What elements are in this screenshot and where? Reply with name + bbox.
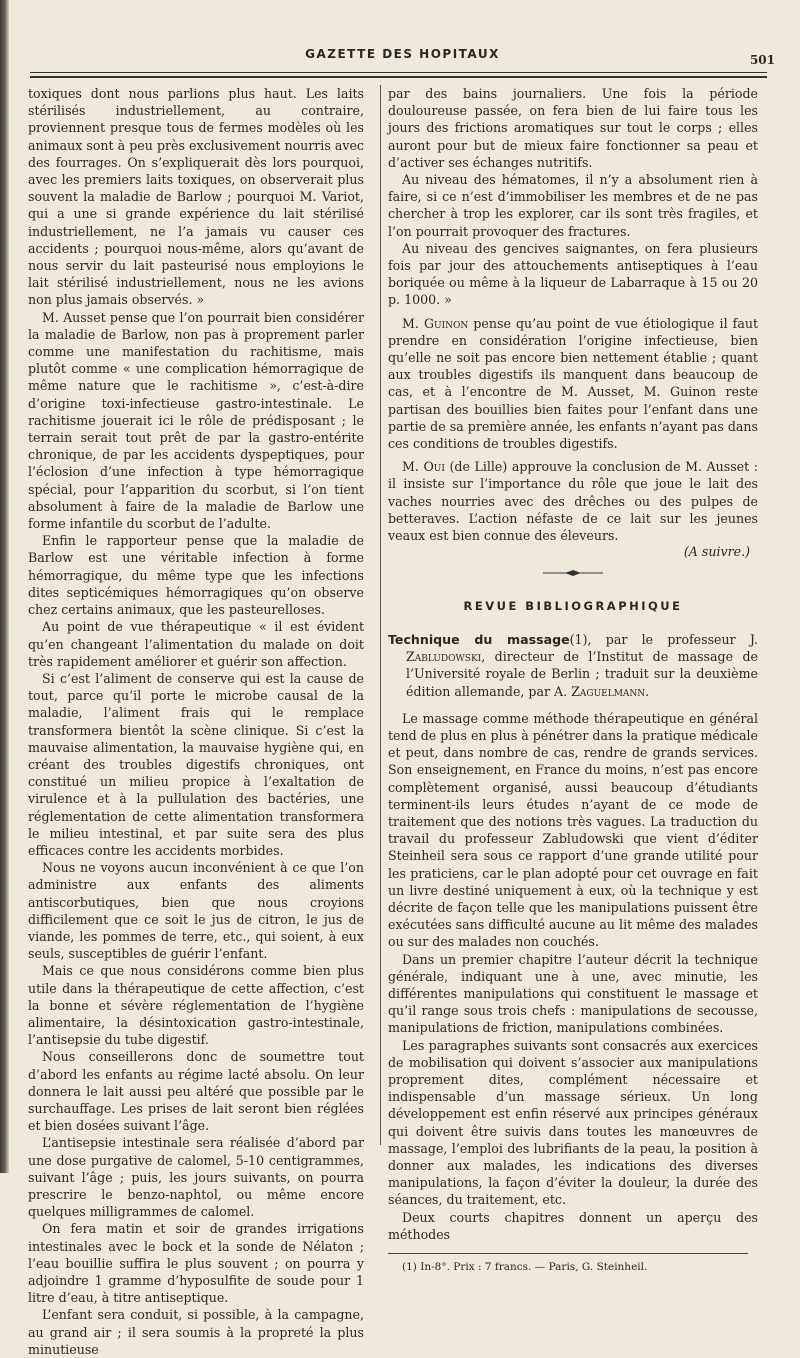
paragraph: Au niveau des gencives saignantes, on fera plusieurs fois par jour des attouchements antiseptiques à l’eau boriquée ou même à la liqueur de Labarraque à 15 ou 20 p. 1000. »	[388, 240, 758, 308]
paragraph: Les paragraphes suivants sont consacrés aux exercices de mobilisation qui doivent s’associer aux manipulations proprement dites, complément nécessaire et indispensable d’un massage sérieux. Un long développement est enfin réservé aux principes généraux qui doivent être suivis dans toutes les manœuvres de massage, l’emploi des lubrifiants de la peau, la position à donner aux malades, les indications des diverses manipulations, la façon d’éviter la douleur, la durée des séances, du traitement, etc.	[388, 1037, 758, 1208]
paragraph: L’antisepsie intestinale sera réalisée d’abord par une dose purgative de calomel, 5-10 centigrammes, suivant l’âge ; puis, les jours suivants, on pourra prescrire le benzo-naphtol, ou même encore quelques milligrammes de calomel.	[28, 1135, 364, 1220]
journal-title: GAZETTE DES HOPITAUX	[305, 47, 500, 61]
speaker-name: Oui	[423, 459, 445, 475]
a-suivre-note: (A suivre.)	[683, 544, 750, 560]
paragraph: Enfin le rapporteur pense que la maladie de Barlow est une véritable infection à forme hémorragique, du même type que les infections dites septicémiques hémorragiques qu’on observe chez certains animaux, que les pasteurelloses.	[28, 533, 364, 618]
right-column	[388, 85, 758, 1274]
paragraph-guinon: M. Guinon pense qu’au point de vue étiologique il faut prendre en considération l’origine infectieuse, bien qu’elle ne soit pas encore bien nettement établie ; quant aux troubles digestifs ils manquent dans beaucoup de cas, et à l’encontre de M. Ausset, M. Guinon reste partisan des bouillies bien faites pour l’enfant dans une partie de sa première année, les enfants n’ayant pas dans ces conditions de troubles digestifs.	[388, 315, 759, 452]
paragraph: Si c’est l’aliment de conserve qui est la cause de tout, parce qu’il porte le microbe causal de la maladie, l’aliment frais qui le remplace transformera bientôt la scène clinique. Si c’est la mauvaise alimentation, la mauvaise hygiène qui, en créant des troubles digestifs chroniques, ont constitué un milieu propice à l’exaltation de virulence et à la pullulation des bactéries, une réglementation de cette alimentation transformera le milieu intestinal, et par suite sera des plus efficaces contre les accidents morbides.	[28, 670, 364, 858]
ornament-icon	[543, 569, 603, 577]
paragraph-text: pense qu’au point de vue étiologique il faut prendre en considération l’origine infectieuse, bien qu’elle ne soit pas encore bien nettement établie ; quant aux troubles digestifs ils manquent dans beaucoup de cas, et à l’encontre de M. Ausset, M. Guinon reste partisan des bouillies bien faites pour l’enfant dans une partie de sa première année, les enfants n’ayant pas dans ces conditions de troubles digestifs.	[388, 315, 759, 452]
book-entry-text: , par le professeur J.	[587, 631, 758, 647]
book-entry-text: , directeur de l’Institut de massage de l’Université royale de Berlin ; traduit sur la deuxième édition allemande, par A.	[406, 649, 758, 699]
paragraph: Le massage comme méthode thérapeutique en général tend de plus en plus à pénétrer dans la pratique médicale et peut, dans nombre de cas, rendre de grands services. Son enseignement, en France du moins, n’est pas encore complètement organisé, aussi beaucoup d’étudiants terminent-ils leurs études n’ayant de ce mode de traitement que des notions très vagues. La traduction du travail du professeur Zabludowski que vient d’éditer Steinheil sera sous ce rapport d’une grande utilité pour les praticiens, car le plan adopté pour cet ouvrage en fait un livre destiné uniquement à eux, où la technique y est décrite de façon telle que les manipulations puissent être exécutées sans difficulté aucune au lit même des malades ou sur des malades non couchés.	[388, 710, 758, 950]
paragraph: L’enfant sera conduit, si possible, à la campagne, au grand air ; il sera soumis à la propreté la plus minutieuse	[28, 1307, 364, 1357]
paragraph: Deux courts chapitres donnent un aperçu des méthodes	[388, 1209, 758, 1242]
speaker-name: Guinon	[423, 315, 469, 331]
paragraph-text: (de Lille) approuve la conclusion de M. Ausset : il insiste sur l’importance du rôle que joue le lait des vaches nourries avec des drêches ou des pulpes de betteraves. L’action néfaste de ce lait sur les jeunes veaux est bien connue des éleveurs.	[388, 459, 758, 544]
header-rule-thick	[30, 76, 767, 78]
book-title: Technique du massage	[388, 631, 570, 647]
column-divider	[380, 85, 381, 1145]
paragraph: On fera matin et soir de grandes irrigations intestinales avec le bock et la sonde de Nélaton ; l’eau bouillie suffira le plus souvent ; on pourra y adjoindre 1 gramme d’hyposulfite de soude pour 1 litre d’eau, à titre antiseptique.	[28, 1221, 364, 1306]
paragraph: M. Ausset pense que l’on pourrait bien considérer la maladie de Barlow, non pas à proprement parler comme une manifestation du rachitisme, mais plutôt comme « une complication hémorragique de même nature que le rachitisme », c’est-à-dire d’origine toxi-infectieuse gastro-intestinale. Le rachitisme jouerait ici le rôle de prédisposant ; le terrain serait tout prêt de par la gastro-entérite chronique, de par les accidents dyspeptiques, pour l’éclosion d’une infection à type hémorragique spécial, pour l’apparition du scorbut, si l’on tient absolument à faire de la maladie de Barlow une forme infantile du scorbut de l’adulte.	[28, 309, 364, 532]
paragraph: Mais ce que nous considérons comme bien plus utile dans la thérapeutique de cette affection, c’est la bonne et sévère réglementation de l’hygiène alimentaire, la désintoxication gastro-intestinale, l’antisepsie du tube digestif.	[28, 963, 364, 1048]
separator-ornament	[388, 566, 758, 583]
left-column	[28, 85, 364, 1358]
paragraph: Nous ne voyons aucun inconvénient à ce que l’on administre aux enfants des aliments antiscorbutiques, bien que nous croyions difficilement que ce soit le jus de citron, le jus de viande, les pommes de terre, etc., qui soient, à eux seuls, susceptibles de guérir l’enfant.	[28, 860, 364, 962]
section-title: REVUE BIBLIOGRAPHIQUE	[463, 598, 683, 613]
book-entry: Technique du massage(1), par le professeur J. Zabludowski, directeur de l’Institut de massage de l’Université royale de Berlin ; traduit sur la deuxième édition allemande, par A. Zaguelmann.	[388, 631, 758, 699]
header-rule-thin	[30, 72, 767, 73]
book-author: Zabludowski	[406, 649, 482, 665]
footnote-rule	[388, 1253, 748, 1254]
footnote-ref: (1)	[569, 631, 588, 647]
paragraph: Nous conseillerons donc de soumettre tout d’abord les enfants au régime lacté absolu. On leur donnera le lait aussi peu altéré que possible par le surchauffage. Les prises de lait seront bien réglées et bien dosées suivant l’âge.	[28, 1049, 364, 1134]
paragraph-oui: M. Oui (de Lille) approuve la conclusion de M. Ausset : il insiste sur l’importance du rôle que joue le lait des vaches nourries avec des drêches ou des pulpes de betteraves. L’action néfaste de ce lait sur les jeunes veaux est bien connue des éleveurs.	[388, 459, 758, 544]
footnote: (1) In-8°. Prix : 7 francs. — Paris, G. Steinheil.	[402, 1261, 648, 1273]
paragraph: Dans un premier chapitre l’auteur décrit la technique générale, indiquant une à une, avec minutie, les différentes manipulations qui constituent le massage et qu’il range sous trois chefs : manipulations de secousse, manipulations de friction, manipulations combinées.	[388, 951, 758, 1036]
book-translator: Zaguelmann	[571, 683, 646, 699]
paragraph: Au point de vue thérapeutique « il est évident qu’en changeant l’alimentation du malade on doit très rapidement améliorer et guérir son affection.	[28, 619, 364, 669]
page-header	[30, 47, 775, 69]
paragraph: Au niveau des hématomes, il n’y a absolument rien à faire, si ce n’est d’immobiliser les membres et de ne pas chercher à trop les explorer, car ils sont très fragiles, et l’on pourrait provoquer des fractures.	[388, 172, 758, 239]
page-number: 501	[749, 53, 775, 67]
page-binding-edge	[0, 0, 9, 1173]
paragraph: toxiques dont nous parlions plus haut. Les laits stérilisés industriellement, au contraire, proviennent presque tous de fermes modèles où les animaux sont à peu près exclusivement nourris avec des fourrages. On s’expliquerait dès lors pourquoi, avec les premiers laits toxiques, on observerait plus souvent la maladie de Barlow ; pourquoi M. Variot, qui a une si grande expérience du lait stérilisé industriellement, ne l’a jamais vu causer ces accidents ; pourquoi nous-même, alors qu’avant de nous servir du lait pasteurisé nous employions le lait stérilisé industriellement, nous ne les avions non plus jamais observés. »	[28, 86, 364, 308]
paragraph: par des bains journaliers. Une fois la période douloureuse passée, on fera bien de lui faire tous les jours des frictions aromatiques sur tout le corps ; elles auront pour but de mieux faire fonctionner sa peau et d’activer ses échanges nutritifs.	[388, 86, 758, 170]
